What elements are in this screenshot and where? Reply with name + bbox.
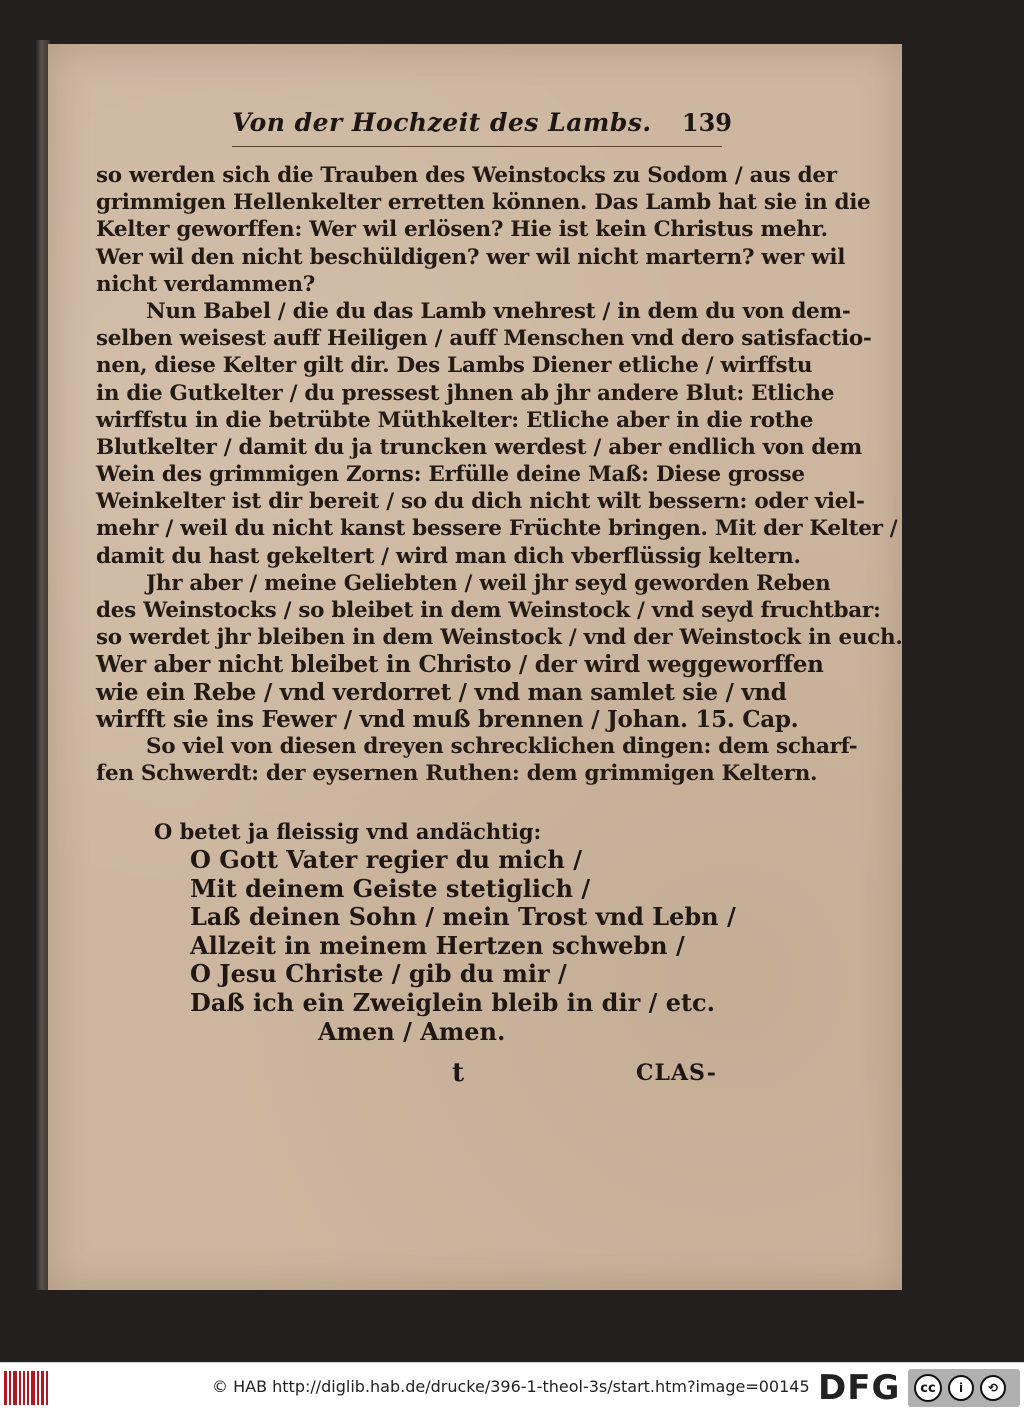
text-line: nen, diese Kelter gilt dir. Des Lambs Diener etliche / wirffstu — [96, 353, 813, 379]
verse-line: Daß ich ein Zweiglein bleib in dir / etc. — [190, 987, 716, 1017]
text-line: Wer wil den nicht beschüldigen? wer wil nicht martern? wer wil — [96, 244, 846, 270]
text-line: des Weinstocks / so bleibet in dem Weinstock / vnd seyd fruchtbar: — [96, 598, 881, 623]
text-line: mehr / weil du nicht kanst bessere Früchte bringen. Mit der Kelter / — [96, 516, 898, 542]
text-line: grimmigen Hellenkelter erretten können. Das Lamb hat sie in die — [96, 190, 871, 216]
text-line: Wer aber nicht bleibet in Christo / der wird weggeworffen — [96, 651, 824, 679]
text-line: Weinkelter ist dir bereit / so du dich nicht wilt bessern: oder viel- — [96, 489, 865, 515]
text-line: wirffstu in die betrübte Müthkelter: Etliche aber in die rothe — [96, 407, 814, 433]
text-line: So viel von diesen dreyen schrecklichen dingen: dem scharf- — [146, 733, 858, 759]
by-icon: i — [948, 1375, 974, 1401]
text-line: damit du hast gekeltert / wird man dich vberflüssig keltern. — [96, 543, 801, 569]
verse-line: O Jesu Christe / gib du mir / — [190, 959, 567, 988]
cc-icon: cc — [914, 1374, 942, 1402]
catchword: CLAS- — [636, 1060, 717, 1086]
dfg-logo[interactable]: DFG — [818, 1368, 901, 1408]
text-line: fen Schwerdt: der eysernen Ruthen: dem grimmigen Keltern. — [96, 761, 818, 787]
text-line: Kelter geworffen: Wer wil erlösen? Hie ist kein Christus mehr. — [96, 217, 828, 243]
verse-line: Allzeit in meinem Hertzen schwebn / — [190, 930, 685, 960]
copyright-link[interactable]: © HAB http://diglib.hab.de/drucke/396-1-theol-3s/start.htm?image=00145 — [212, 1377, 810, 1396]
text-line: selben weisest auff Heiligen / auff Menschen vnd dero satisfactio- — [96, 326, 872, 352]
body-text — [96, 162, 903, 787]
text-line: so werden sich die Trauben des Weinstocks zu Sodom / aus der — [96, 163, 837, 188]
signature-mark: t — [452, 1058, 465, 1088]
text-line: in die Gutkelter / du pressest jhnen ab jhr andere Blut: Etliche — [96, 380, 835, 406]
text-line: so werdet jhr bleiben in dem Weinstock / vnd der Weinstock in euch. — [96, 625, 903, 651]
text-line: Wein des grimmigen Zorns: Erfülle deine Maß: Diese grosse — [96, 462, 805, 488]
page-number: 139 — [681, 108, 732, 137]
amen-line: Amen / Amen. — [318, 1017, 506, 1046]
page-header — [232, 108, 732, 148]
text-line: nicht verdammen? — [96, 271, 316, 297]
text-line: Nun Babel / die du das Lamb vnehrest / in dem du von dem- — [146, 298, 851, 324]
text-line: Blutkelter / damit du ja truncken werdest / aber endlich von dem — [96, 434, 862, 460]
hab-barcode-logo — [4, 1371, 48, 1405]
verse-line: Mit deinem Geiste stetiglich / — [190, 873, 591, 903]
header-rule — [232, 146, 722, 147]
prayer-verse — [150, 818, 736, 1047]
prayer-intro: O betet ja fleissig vnd andächtig: — [154, 819, 542, 844]
text-line: wirfft sie ins Fewer / vnd muß brennen / Johan. 15. Cap. — [96, 705, 799, 733]
verse-line: O Gott Vater regier du mich / — [190, 845, 582, 874]
verse-line: Laß deinen Sohn / mein Trost vnd Lebn / — [190, 902, 736, 931]
text-line: wie ein Rebe / vnd verdorret / vnd man samlet sie / vnd — [96, 678, 787, 706]
running-title: Von der Hochzeit des Lambs. — [232, 108, 652, 137]
cc-license-badge[interactable] — [908, 1369, 1020, 1407]
sa-icon: ⟲ — [980, 1375, 1006, 1401]
text-line: Jhr aber / meine Geliebten / weil jhr seyd geworden Reben — [146, 570, 831, 596]
viewer-footer — [0, 1362, 1024, 1413]
